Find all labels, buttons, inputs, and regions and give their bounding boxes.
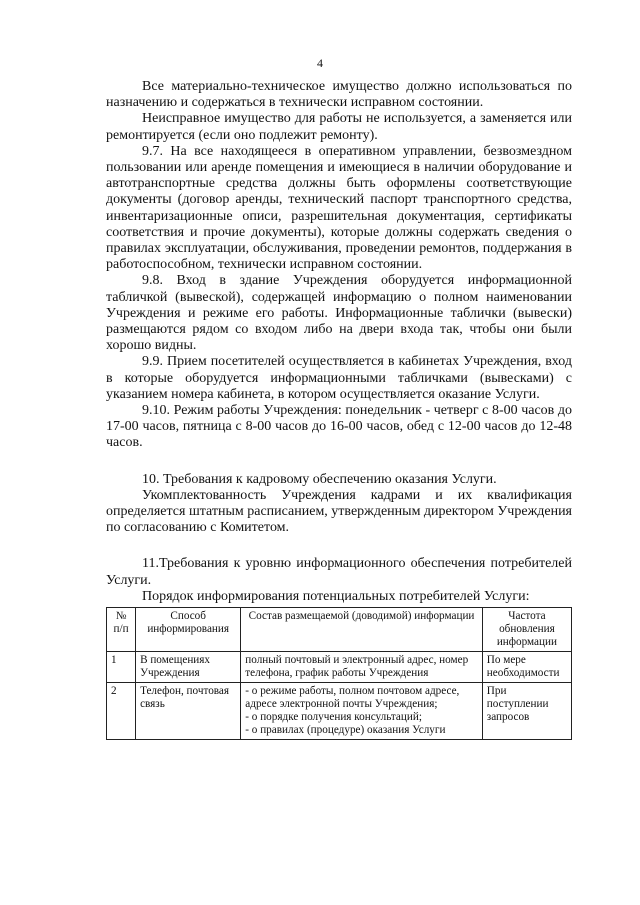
paragraph-faulty-property: Неисправное имущество для работы не используется, а заменяется или ремонтируется (если оно подлежит ремонту). bbox=[106, 111, 572, 143]
row2-content-item: - о режиме работы, полном почтовом адресе, адресе электронной почты Учреждения; bbox=[245, 685, 460, 711]
section-10-text: Укомплектованность Учреждения кадрами и их квалификация определяется штатным расписанием, утвержденным директором Учреждения по согласованию с Комитетом. bbox=[106, 487, 572, 536]
section-10-heading: 10. Требования к кадровому обеспечению оказания Услуги. bbox=[142, 471, 497, 487]
row1-method: В помещениях Учреждения bbox=[136, 652, 241, 683]
header-frequency: Частота обновления информации bbox=[482, 608, 571, 652]
section-11-heading: 11.Требования к уровню информационного обеспечения потребителей Услуги. bbox=[106, 556, 572, 588]
table-row bbox=[107, 652, 572, 683]
row1-frequency: По мере необходимости bbox=[482, 652, 571, 683]
row2-content-item: - о правилах (процедуре) оказания Услуги bbox=[245, 724, 446, 737]
section-11-intro: Порядок информирования потенциальных потребителей Услуги: bbox=[142, 588, 530, 604]
paragraph-9-10: 9.10. Режим работы Учреждения: понедельник - четверг с 8-00 часов до 17-00 часов, пятница с 8-00 часов до 16-00 часов, обед с 12-00 часов до 12-48 часов. bbox=[106, 403, 572, 451]
table-row bbox=[107, 683, 572, 740]
document-body bbox=[106, 79, 572, 740]
row2-number: 2 bbox=[107, 683, 136, 740]
row1-number: 1 bbox=[107, 652, 136, 683]
spacer bbox=[106, 452, 572, 472]
row2-content-item: - о порядке получения консультаций; bbox=[245, 711, 422, 724]
table-header-row bbox=[107, 608, 572, 652]
paragraph-9-9: 9.9. Прием посетителей осуществляется в кабинетах Учреждения, вход в которые оборудуется информационными табличками (вывесками) с указанием номера кабинета, в котором осуществляется оказание Услуги. bbox=[106, 354, 572, 402]
information-table bbox=[106, 607, 572, 740]
paragraph-property-usage: Все материально-техническое имущество должно использоваться по назначению и содержаться в технически исправном состоянии. bbox=[106, 79, 572, 111]
header-method: Способ информирования bbox=[136, 608, 241, 652]
row2-frequency: При поступлении запросов bbox=[482, 683, 571, 740]
row1-content: полный почтовый и электронный адрес, номер телефона, график работы Учреждения bbox=[241, 652, 483, 683]
paragraph-9-7: 9.7. На все находящееся в оперативном управлении, безвозмездном пользовании или аренде помещения и имеющиеся в наличии оборудование и автотранспортные средства должны быть оформлены соответствующие документы (договор аренды, технический паспорт транспортного средства, инвентаризационные описи, разрешительная документация, сертификаты соответствия и прочие документы), которые должны содержать сведения о правилах эксплуатации, обслуживания, проведении ремонтов, поддержания в работоспособном, технически исправном состоянии. bbox=[106, 143, 572, 273]
row2-method: Телефон, почтовая связь bbox=[136, 683, 241, 740]
paragraph-9-8: 9.8. Вход в здание Учреждения оборудуется информационной табличкой (вывеской), содержащей информацию о полном наименовании Учреждения и режиме его работы. Информационные таблички (вывески) размещаются рядом со входом либо на двери входа так, чтобы они были хорошо видны. bbox=[106, 273, 572, 354]
row2-content bbox=[241, 683, 483, 740]
header-number: № п/п bbox=[107, 608, 136, 652]
header-content: Состав размещаемой (доводимой) информации bbox=[241, 608, 483, 652]
spacer bbox=[106, 536, 572, 556]
page-number: 4 bbox=[317, 56, 323, 70]
